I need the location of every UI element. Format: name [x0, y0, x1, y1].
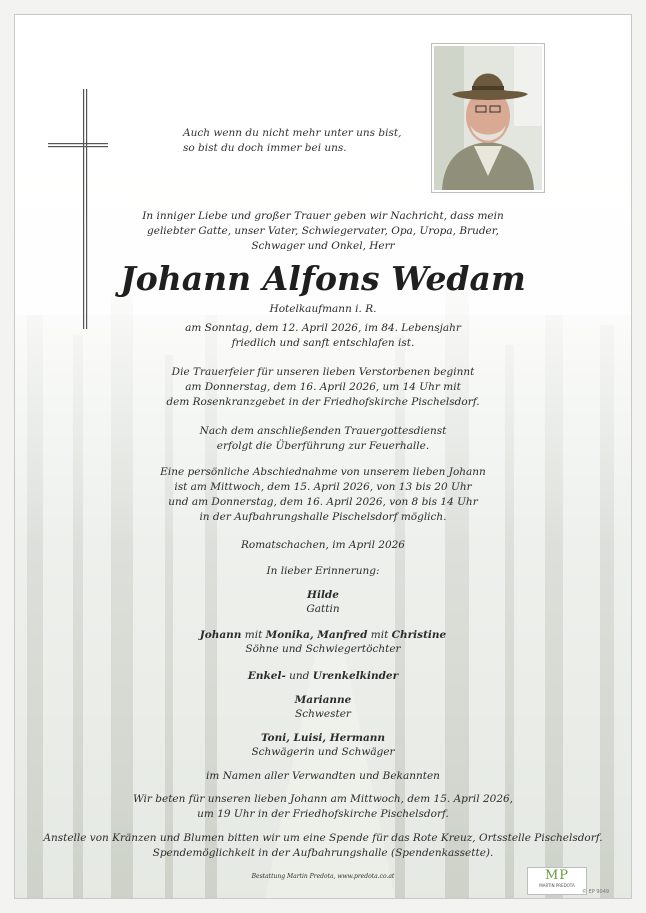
deceased-name: Johann Alfons Wedam — [120, 259, 526, 298]
portrait-image — [434, 46, 542, 190]
motto-line: so bist du doch immer bei uns. — [183, 142, 347, 154]
mourner-name: Toni, Luisi, Hermann — [260, 732, 386, 744]
motto — [183, 126, 403, 156]
all-relatives: im Namen aller Verwandten und Bekannten — [206, 770, 440, 782]
intro-line: In inniger Liebe und großer Trauer geben wir Nachricht, dass mein — [142, 210, 504, 222]
mourner-role: Schwester — [295, 708, 351, 720]
intro-line: Schwager und Onkel, Herr — [251, 240, 395, 252]
mourner-children — [15, 628, 631, 656]
obituary-content — [15, 15, 631, 898]
remembrance-heading: In lieber Erinnerung: — [266, 565, 380, 577]
mourner-name: Johann — [199, 629, 242, 641]
ceremony-line: dem Rosenkranzgebet in der Friedhofskirche Pischelsdorf. — [166, 396, 480, 408]
mourner-grandchildren — [15, 669, 631, 683]
mourner-hilde — [15, 588, 631, 616]
mourner-marianne — [15, 693, 631, 721]
logo-letters: MP — [544, 868, 570, 883]
mourner-name: Christine — [391, 629, 447, 641]
farewell-line: in der Aufbahrungshalle Pischelsdorf möglich. — [199, 511, 447, 523]
motto-line: Auch wenn du nicht mehr unter uns bist, — [183, 127, 402, 139]
donation-line: Anstelle von Kränzen und Blumen bitten wir um eine Spende für das Rote Kreuz, Ortsstelle Pischelsdorf. — [43, 832, 603, 844]
mourner-names — [15, 669, 631, 683]
mourner-name: Hilde — [307, 589, 339, 601]
mourner-role: Söhne und Schwiegertöchter — [245, 643, 401, 655]
mourner-name: Urenkelkinder — [312, 670, 399, 682]
mourner-role: Schwägerin und Schwäger — [251, 746, 395, 758]
death-line: friedlich und sanft entschlafen ist. — [231, 337, 415, 349]
transfer-line: Nach dem anschließenden Trauergottesdienst — [199, 425, 447, 437]
connector-text: mit — [367, 629, 392, 641]
mourner-name: Monika, Manfred — [265, 629, 368, 641]
ceremony-line: am Donnerstag, dem 16. April 2026, um 14 Uhr mit — [185, 381, 461, 393]
farewell-info — [15, 465, 631, 525]
farewell-line: ist am Mittwoch, dem 15. April 2026, von 13 bis 20 Uhr — [174, 481, 472, 493]
logo-subtitle: MARTIN PREDOTA — [539, 883, 575, 888]
intro-line: geliebter Gatte, unser Vater, Schwiegervater, Opa, Uropa, Bruder, — [147, 225, 499, 237]
connector-text: und — [285, 670, 313, 682]
funeral-home-logo — [527, 867, 587, 895]
donation-info — [15, 831, 631, 861]
mourner-name: Enkel- — [247, 670, 286, 682]
donation-line: Spendemöglichkeit in der Aufbahrungshalle (Spendenkassette). — [152, 847, 494, 859]
prayer-line: um 19 Uhr in der Friedhofskirche Pischelsdorf. — [197, 808, 449, 820]
transfer-line: erfolgt die Überführung zur Feuerhalle. — [216, 440, 430, 452]
death-notice — [15, 321, 631, 351]
transfer-info — [15, 424, 631, 454]
connector-text: mit — [241, 629, 266, 641]
mourner-inlaws — [15, 731, 631, 759]
mourner-role: Gattin — [306, 603, 340, 615]
funeral-home-footer: Bestattung Martin Predota, www.predota.co.at — [251, 873, 395, 880]
prayer-line: Wir beten für unseren lieben Johann am Mittwoch, dem 15. April 2026, — [132, 793, 514, 805]
death-line: am Sonntag, dem 12. April 2026, im 84. Lebensjahr — [185, 322, 461, 334]
ceremony-info — [15, 365, 631, 410]
deceased-occupation: Hotelkaufmann i. R. — [269, 303, 377, 315]
farewell-line: Eine persönliche Abschiednahme von unserem lieben Johann — [160, 466, 486, 478]
farewell-line: und am Donnerstag, dem 16. April 2026, von 8 bis 14 Uhr — [168, 496, 478, 508]
portrait-photo — [432, 44, 544, 192]
intro-text — [15, 209, 631, 254]
obituary-frame — [14, 14, 632, 899]
place-date: Romatschachen, im April 2026 — [240, 539, 405, 551]
mourner-name: Marianne — [294, 694, 352, 706]
ceremony-line: Die Trauerfeier für unseren lieben Verstorbenen beginnt — [171, 366, 475, 378]
prayer-info — [15, 792, 631, 822]
document-code: © EP 9049 — [582, 889, 610, 895]
mourner-names — [15, 628, 631, 642]
